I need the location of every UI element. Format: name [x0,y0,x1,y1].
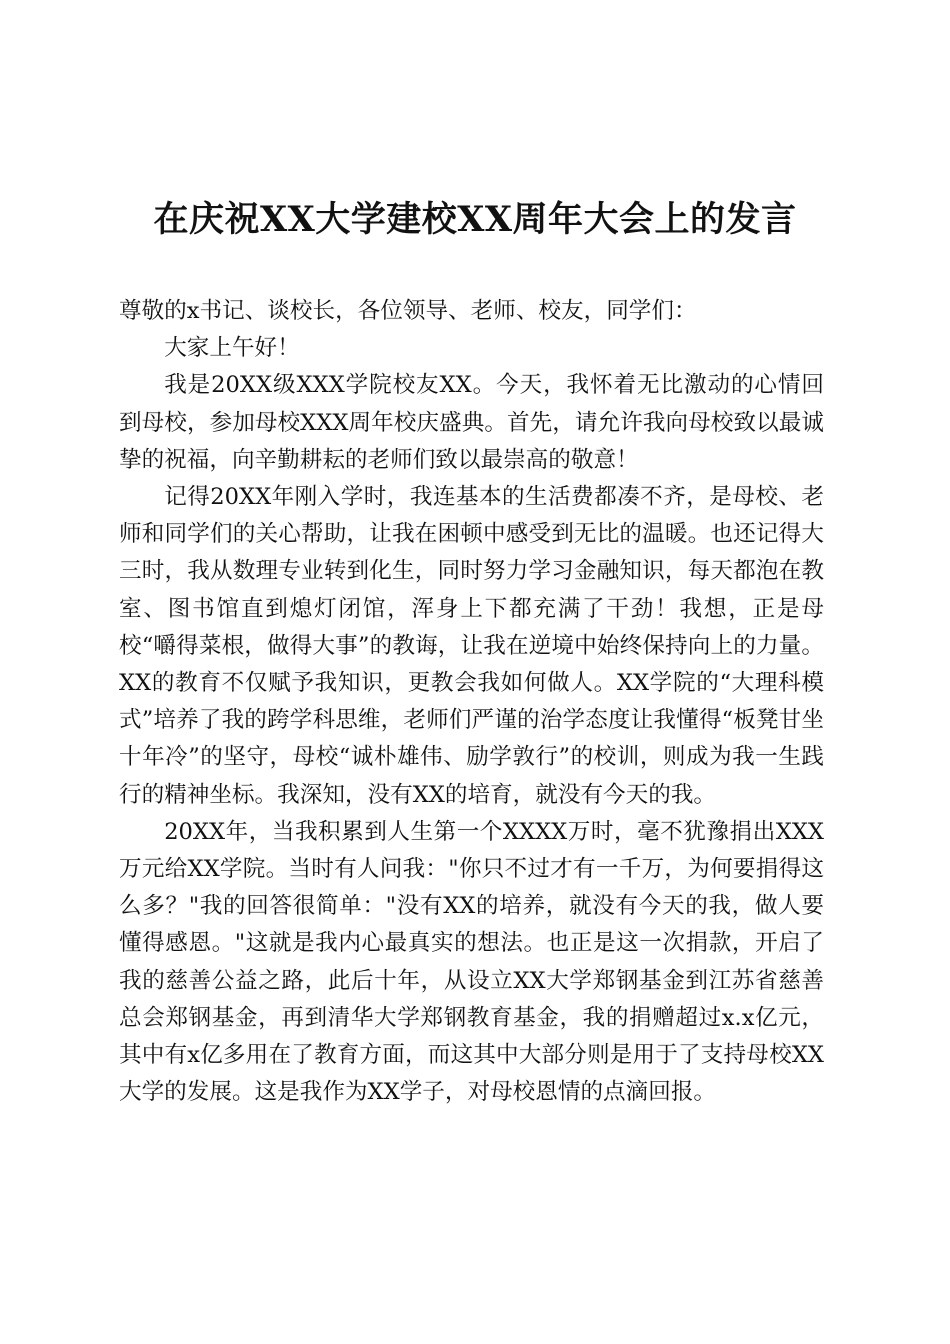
paragraph-donation: 20XX年，当我积累到人生第一个XXXX万时，毫不犹豫捐出XXX万元给XX学院。当时有人问我："你只不过才有一千万，为何要捐得这么多？"我的回答很简单："没有XX的培养，就没有今天的我，做人要懂得感恩。"这就是我内心最真实的想法。也正是这一次捐款，开启了我的慈善公益之路，此后十年，从设立XX大学郑钢基金到江苏省慈善总会郑钢基金，再到清华大学郑钢教育基金，我的捐赠超过x.x亿元，其中有x亿多用在了教育方面，而这其中大部分则是用于了支持母校XX大学的发展。这是我作为XX学子，对母校恩情的点滴回报。 [119,818,824,1106]
paragraph-memories: 记得20XX年刚入学时，我连基本的生活费都凑不齐，是母校、老师和同学们的关心帮助，让我在困顿中感受到无比的温暖。也还记得大三时，我从数理专业转到化生，同时努力学习金融知识，每天都泡在教室、图书馆直到熄灯闭馆，浑身上下都充满了干劲！我想，正是母校“嚼得菜根，做得大事”的教诲，让我在逆境中始终保持向上的力量。XX的教育不仅赋予我知识，更教会我如何做人。XX学院的“大理科模式”培养了我的跨学科思维，老师们严谨的治学态度让我懂得“板凳甘坐十年冷”的坚守，母校“诚朴雄伟、励学敦行”的校训，则成为我一生践行的精神坐标。我深知，没有XX的培育，就没有今天的我。 [119,484,824,808]
document-body [119,293,824,1111]
salutation: 尊敬的x书记、谈校长，各位领导、老师、校友，同学们： [119,298,697,324]
document-title: 在庆祝XX大学建校XX周年大会上的发言 [153,199,797,240]
paragraph-intro: 我是20XX级XXX学院校友XX。今天，我怀着无比激动的心情回到母校，参加母校XXX周年校庆盛典。首先，请允许我向母校致以最诚挚的祝福，向辛勤耕耘的老师们致以最崇高的敬意！ [119,372,824,473]
paragraph-greeting: 大家上午好！ [164,335,300,362]
